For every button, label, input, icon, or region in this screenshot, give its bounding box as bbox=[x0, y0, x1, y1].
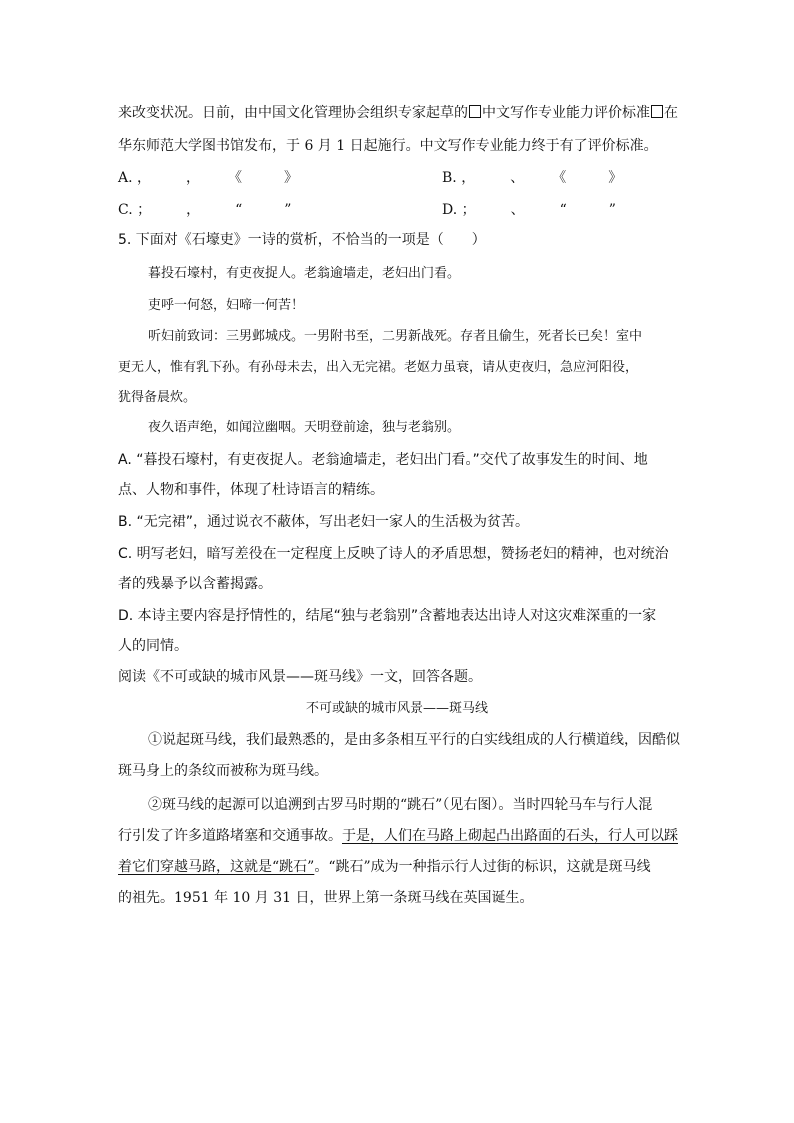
q4-option-b: B. ， 、 《 》 bbox=[442, 170, 623, 186]
article-p2-line1: ②斑马线的起源可以追溯到古罗马时期的“跳石”（见右图）。当时四轮马车与行人混 bbox=[148, 797, 653, 813]
poem-line: 听妇前致词：三男邺城戍。一男附书至，二男新战死。存者且偷生，死者长已矣！室中 bbox=[148, 329, 643, 344]
blank-box bbox=[651, 105, 663, 118]
q5-option-a-line2: 点、人物和事件，体现了杜诗语言的精练。 bbox=[118, 482, 384, 498]
q5-option-b: B. “无完裙”，通过说衣不蔽体，写出老妇一家人的生活极为贫苦。 bbox=[118, 514, 530, 530]
article-p1-line1: ①说起斑马线，我们最熟悉的，是由多条相互平行的白实线组成的人行横道线，因酷似 bbox=[148, 732, 680, 748]
q4-option-c: C. ； ， “ ” bbox=[118, 202, 292, 218]
article-text: 。“跳石”成为一种指示行人过街的标识，这就是斑马线 bbox=[314, 859, 651, 875]
article-text: 行引发了许多道路堵塞和交通事故。 bbox=[118, 828, 342, 844]
q4-option-a: A. ， ， 《 》 bbox=[118, 170, 299, 186]
q5-option-a-line1: A. “暮投石壕村，有吏夜捉人。老翁逾墙走，老妇出门看。”交代了故事发生的时间、地 bbox=[118, 452, 648, 468]
q5-stem: 5. 下面对《石壕吏》一诗的赏析，不恰当的一项是（ ） bbox=[118, 232, 486, 248]
intro-line-2: 华东师范大学图书馆发布，于 6 月 1 日起施行。中文写作专业能力终于有了评价标准。 bbox=[118, 138, 658, 154]
intro-text: 来改变状况。日前，由中国文化管理协会组织专家起草的 bbox=[118, 105, 468, 121]
q5-option-c-line2: 者的残暴予以含蓄揭露。 bbox=[118, 576, 272, 592]
poem-line: 夜久语声绝，如闻泣幽咽。天明登前途，独与老翁别。 bbox=[148, 420, 461, 435]
q5-option-d-line2: 人的同情。 bbox=[118, 638, 188, 654]
underlined-sentence: 着它们穿越马路，这就是“跳石” bbox=[118, 859, 315, 875]
intro-text: 在 bbox=[664, 105, 678, 121]
intro-line-1 bbox=[118, 102, 678, 122]
poem-line: 更无人，惟有乳下孙。有孙母未去，出入无完裙。老妪力虽衰，请从吏夜归，急应河阳役， bbox=[118, 360, 639, 375]
article-title: 不可或缺的城市风景——斑马线 bbox=[305, 701, 488, 716]
article-p2-line3 bbox=[118, 856, 651, 876]
reading-instruction: 阅读《不可或缺的城市风景——斑马线》一文，回答各题。 bbox=[118, 669, 482, 685]
article-p1-line2: 斑马身上的条纹而被称为斑马线。 bbox=[118, 763, 328, 779]
intro-text: 中文写作专业能力评价标准 bbox=[482, 105, 650, 121]
q4-option-d: D. ； 、 “ ” bbox=[442, 202, 616, 218]
poem-line: 暮投石壕村，有吏夜捉人。老翁逾墙走，老妇出门看。 bbox=[148, 266, 461, 281]
blank-box bbox=[469, 105, 481, 118]
article-p2-line4: 的祖先。1951 年 10 月 31 日，世界上第一条斑马线在英国诞生。 bbox=[118, 890, 534, 906]
poem-line: 犹得备晨炊。 bbox=[118, 390, 197, 405]
poem-line: 吏呼一何怒，妇啼一何苦！ bbox=[148, 298, 305, 313]
article-p2-line2 bbox=[118, 825, 678, 845]
q5-option-d-line1: D. 本诗主要内容是抒情性的，结尾“独与老翁别”含蓄地表达出诗人对这灾难深重的一家 bbox=[118, 608, 657, 624]
q5-option-c-line1: C. 明写老妇，暗写差役在一定程度上反映了诗人的矛盾思想，赞扬老妇的精神，也对统治 bbox=[118, 546, 669, 562]
underlined-sentence: 于是，人们在马路上砌起凸出路面的石头，行人可以踩 bbox=[342, 828, 678, 844]
